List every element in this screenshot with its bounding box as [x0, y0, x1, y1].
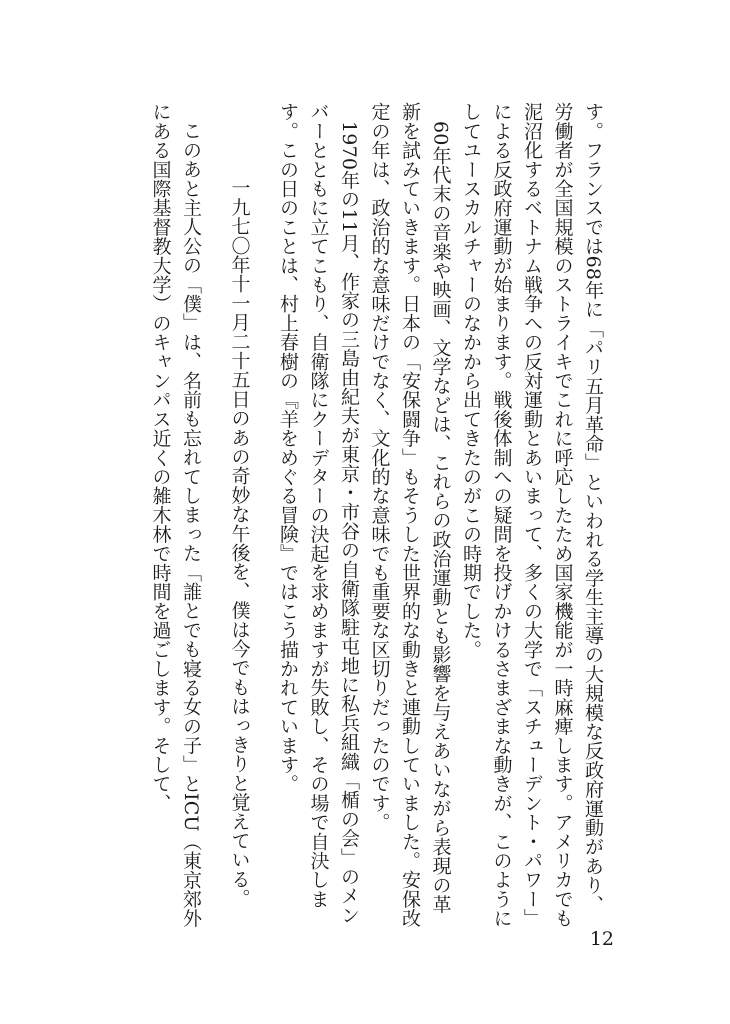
paragraph-2: 60年代末の音楽や映画、文学などは、これらの政治運動とも影響を与えあいながら表現の革新を試みていきます。日本の「安保闘争」もそうした世界的な動きと連動していました。安保改定の年は、政治的な意味だけでなく、文化的な意味でも重要な区切りだったのです。	[368, 102, 452, 928]
paragraph-1: す。フランスでは68年に「パリ五月革命」といわれる学生主導の大規模な反政府運動があり、労働者が全国規模のストライキでこれに呼応したため国家機能が一時麻痺します。アメリカでも泥沼化するベトナム戦争への反対運動とあいまって、多くの大学で「スチューデント・パワー」による反政府運動が始まります。戦後体制への疑問を投げかけるさまざまな動きが、このようにしてユースカルチャーのなかから出てきたのがこの時期でした。	[460, 102, 604, 928]
vertical-text-body	[128, 102, 608, 932]
paragraph-5: このあと主人公の「僕」は、名前も忘れてしまった「誰とでも寝る女の子」とICU（東京郊外にある国際基督教大学）のキャンパス近くの雑木林で時間を過ごします。そして、	[149, 102, 202, 928]
page-number: 12	[589, 928, 614, 950]
paragraph-3: 1970年の11月、作家の三島由紀夫が東京・市谷の自衛隊駐屯地に私兵組織「楯の会」のメンバーとともに立てこもり、自衛隊にクーデターの決起を求めますが失敗し、その場で自決します。この日のことは、村上春樹の『羊をめぐる冒険』ではこう描かれています。	[277, 102, 360, 925]
quoted-passage: 一九七〇年十一月二十五日のあの奇妙な午後を、僕は今でもはっきりと覚えている。	[228, 178, 251, 908]
